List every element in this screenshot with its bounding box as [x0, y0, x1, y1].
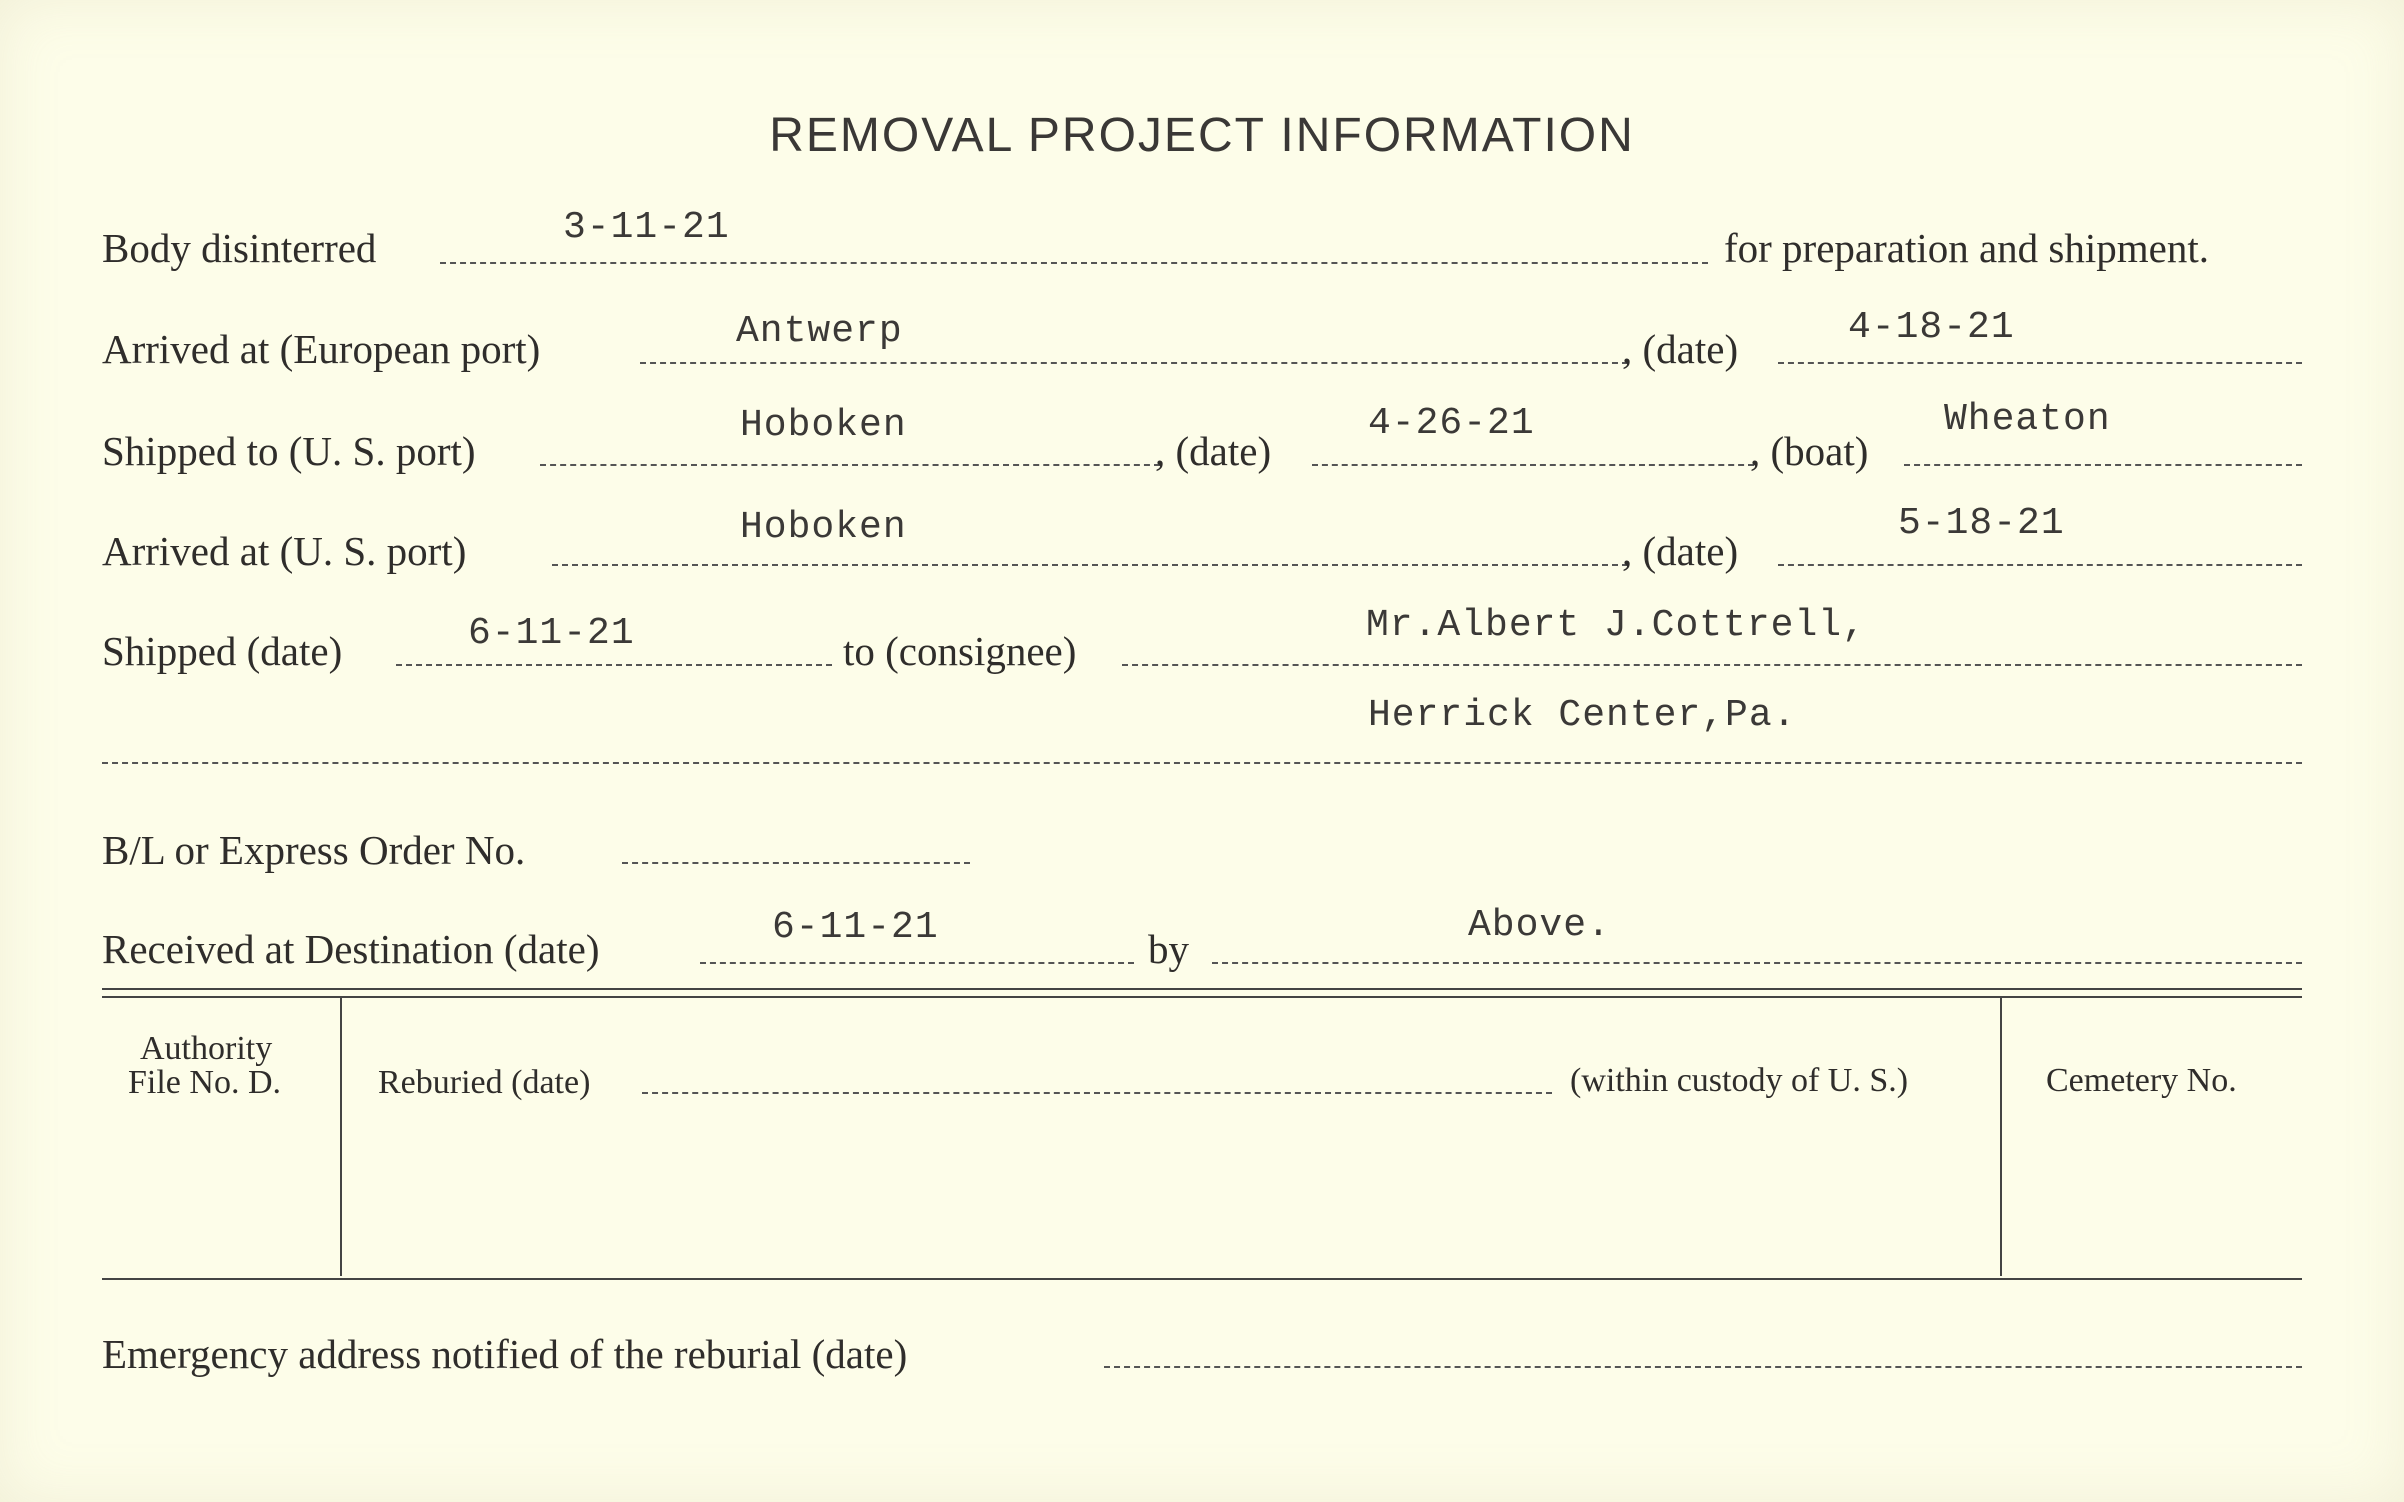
arrived-date-line: [1778, 564, 2302, 566]
european-date-label: , (date): [1622, 326, 1739, 372]
shipped-date-line: [1312, 464, 1754, 466]
consignee-address-line: [102, 762, 2302, 764]
arrived-port-value: Hoboken: [740, 506, 907, 549]
shipped-date-value: 4-26-21: [1368, 402, 1535, 445]
arrived-us-port-label: Arrived at (U. S. port): [102, 528, 467, 574]
for-preparation-label: for preparation and shipment.: [1724, 225, 2210, 271]
within-custody-label: (within custody of U. S.): [1570, 1062, 1909, 1099]
authority-label-line2: File No. D.: [128, 1064, 281, 1101]
emergency-label: Emergency address notified of the reburial (date): [102, 1331, 908, 1377]
bl-order-line: [622, 862, 970, 864]
european-port-value: Antwerp: [736, 310, 903, 353]
box-top-rule-1: [102, 988, 2302, 990]
shipped-to-us-port-label: Shipped to (U. S. port): [102, 428, 476, 474]
reburied-label: Reburied (date): [378, 1064, 591, 1101]
european-date-value: 4-18-21: [1848, 306, 2015, 349]
european-date-line: [1778, 362, 2302, 364]
received-label: Received at Destination (date): [102, 926, 600, 972]
box-top-rule-2: [102, 996, 2302, 998]
box-bottom-rule: [102, 1278, 2302, 1280]
card-title: REMOVAL PROJECT INFORMATION: [769, 109, 1635, 162]
european-port-line: [640, 362, 1628, 364]
received-by-value: Above.: [1468, 904, 1611, 947]
shipped-out-date-value: 6-11-21: [468, 612, 635, 655]
boat-value: Wheaton: [1944, 398, 2111, 441]
authority-label-line1: Authority: [140, 1030, 273, 1067]
received-by-label: by: [1148, 926, 1189, 972]
arrived-date-value: 5-18-21: [1898, 502, 2065, 545]
shipped-date-label: , (date): [1155, 428, 1272, 474]
shipped-out-date-line: [396, 664, 832, 666]
received-by-line: [1212, 962, 2302, 964]
boat-label: , (boat): [1750, 428, 1869, 474]
consignee-address-value: Herrick Center,Pa.: [1368, 694, 1797, 737]
boat-line: [1904, 464, 2302, 466]
shipped-out-date-label: Shipped (date): [102, 628, 343, 674]
arrived-date-label: , (date): [1622, 528, 1739, 574]
arrived-european-port-label: Arrived at (European port): [102, 326, 541, 372]
shipped-port-value: Hoboken: [740, 404, 907, 447]
cemetery-no-label: Cemetery No.: [2046, 1062, 2237, 1099]
consignee-name-value: Mr.Albert J.Cottrell,: [1366, 604, 1866, 647]
consignee-label: to (consignee): [843, 628, 1077, 674]
consignee-line: [1122, 664, 2302, 666]
box-divider-right: [2000, 998, 2002, 1276]
arrived-port-line: [552, 564, 1628, 566]
disinterred-date-value: 3-11-21: [563, 206, 730, 249]
shipped-port-line: [540, 464, 1160, 466]
body-disinterred-label: Body disinterred: [102, 225, 377, 271]
emergency-line: [1104, 1366, 2302, 1368]
bl-order-label: B/L or Express Order No.: [102, 827, 526, 873]
received-date-value: 6-11-21: [772, 906, 939, 949]
body-disinterred-line: [440, 262, 1708, 264]
received-date-line: [700, 962, 1134, 964]
box-divider-left: [340, 998, 342, 1276]
reburied-line: [642, 1092, 1552, 1094]
